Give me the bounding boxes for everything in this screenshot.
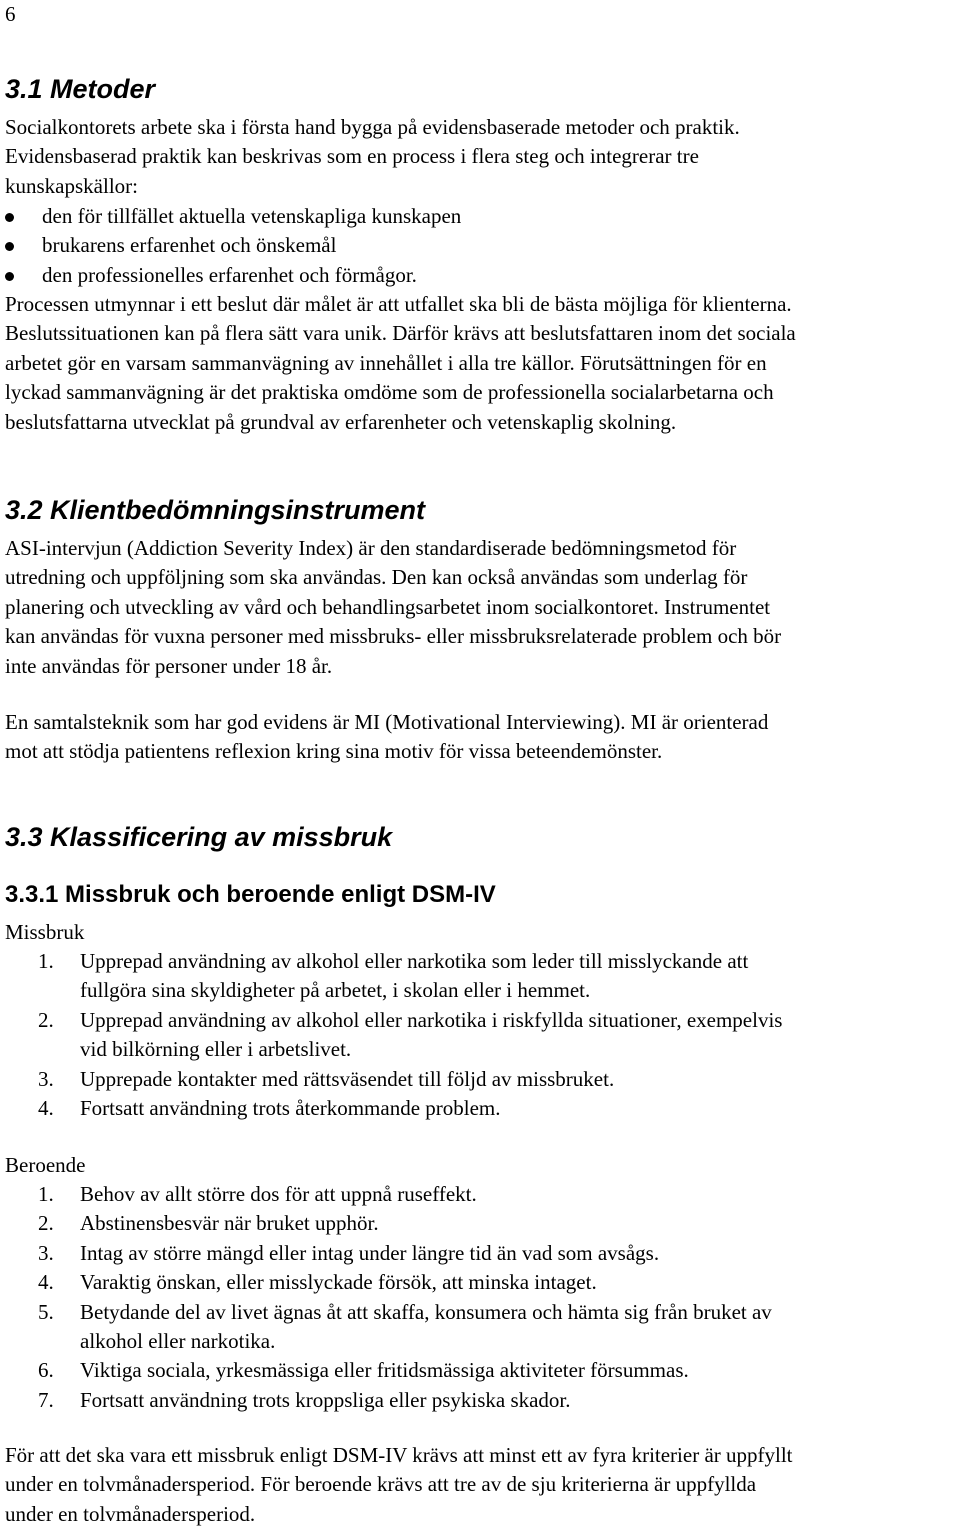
list-item — [5, 1065, 945, 1094]
list-number: 1. — [38, 1182, 54, 1206]
label-beroende: Beroende — [5, 1153, 86, 1177]
list-item-text: Behov av allt större dos för att uppnå ruseffekt. — [80, 1182, 477, 1206]
list-item — [5, 1298, 945, 1357]
bullet-list — [5, 202, 945, 290]
paragraph-mi — [5, 708, 955, 767]
text-line: mot att stödja patientens reflexion kring sina motiv för vissa beteendemönster. — [5, 739, 663, 764]
text-line: planering och utveckling av vård och behandlingsarbetet inom socialkontoret. Instrumentet — [5, 594, 771, 619]
list-item-text: vid bilkörning eller i arbetslivet. — [80, 1037, 352, 1062]
list-item — [5, 261, 945, 290]
list-item — [5, 1094, 945, 1123]
text-line: utredning och uppföljning som ska användas. Den kan också användas som underlag för — [5, 565, 748, 590]
list-item-text: alkohol eller narkotika. — [80, 1329, 276, 1354]
list-item-text: Upprepad användning av alkohol eller narkotika i riskfyllda situationer, exempelvis — [80, 1007, 783, 1032]
list-item — [5, 231, 945, 260]
list-item-text: Fortsatt användning trots kroppsliga eller psykiska skador. — [80, 1387, 571, 1412]
text-line: För att det ska vara ett missbruk enligt DSM-IV krävs att minst ett av fyra kriterier är uppfyllt — [5, 1443, 793, 1467]
paragraph-asi — [5, 534, 955, 681]
list-item-text: Abstinensbesvär när bruket upphör. — [80, 1211, 379, 1236]
bullet-icon — [5, 213, 14, 222]
list-item-text: brukarens erfarenhet och önskemål — [42, 233, 337, 258]
list-item-text: Betydande del av livet ägnas åt att skaffa, konsumera och hämta sig från bruket av — [80, 1299, 772, 1324]
subsection-heading-dsm: 3.3.1 Missbruk och beroende enligt DSM-IV — [5, 881, 496, 908]
list-item-text: Upprepade kontakter med rättsväsendet till följd av missbruket. — [80, 1066, 615, 1091]
text-line: kan användas för vuxna personer med missbruks- eller missbruksrelaterade problem och bör — [5, 624, 782, 649]
missbruk-criteria-list — [5, 947, 945, 1123]
list-number: 1. — [38, 949, 54, 973]
text-line: Evidensbaserad praktik kan beskrivas som en process i flera steg och integrerar tre — [5, 144, 699, 169]
list-number: 7. — [38, 1387, 54, 1412]
list-item — [5, 947, 945, 1006]
text-line: beslutsfattarna utvecklat på grundval av erfarenheter och vetenskaplig skolning. — [5, 409, 677, 434]
list-number: 3. — [38, 1240, 54, 1265]
paragraph-process — [5, 290, 955, 437]
list-item — [5, 1268, 945, 1297]
list-number: 2. — [38, 1007, 54, 1032]
list-number: 6. — [38, 1358, 54, 1383]
list-item-text: Varaktig önskan, eller misslyckade försök, att minska intaget. — [80, 1270, 597, 1295]
list-item-text: Upprepad användning av alkohol eller narkotika som leder till misslyckande att — [80, 949, 749, 973]
list-item-text: den för tillfället aktuella vetenskapliga kunskapen — [42, 204, 462, 228]
text-line: Beslutssituationen kan på flera sätt vara unik. Därför krävs att beslutsfattaren inom det sociala — [5, 321, 796, 346]
section-heading-klientbedomning: 3.2 Klientbedömningsinstrument — [5, 495, 426, 525]
list-item-text: Fortsatt användning trots återkommande problem. — [80, 1096, 501, 1121]
list-item — [5, 202, 945, 231]
list-number: 3. — [38, 1066, 54, 1091]
text-line: ASI-intervjun (Addiction Severity Index) är den standardiserade bedömningsmetod för — [5, 536, 737, 560]
section-heading-klassificering: 3.3 Klassificering av missbruk — [5, 822, 393, 852]
text-line: under en tolvmånadersperiod. För beroende krävs att tre av de sju kriterierna är uppfyllda — [5, 1472, 757, 1497]
list-item — [5, 1356, 945, 1385]
list-number: 5. — [38, 1299, 54, 1324]
text-line: under en tolvmånadersperiod. — [5, 1501, 256, 1526]
text-line: lyckad sammanvägning är det praktiska omdöme som de professionella socialarbetarna och — [5, 380, 774, 405]
paragraph-closing — [5, 1441, 955, 1529]
label-missbruk: Missbruk — [5, 920, 85, 944]
text-line: Socialkontorets arbete ska i första hand bygga på evidensbaserade metoder och praktik. — [5, 115, 740, 139]
list-item — [5, 1006, 945, 1065]
list-item-text: den professionelles erfarenhet och förmågor. — [42, 262, 417, 287]
beroende-criteria-list — [5, 1180, 945, 1415]
list-item — [5, 1180, 945, 1209]
bullet-icon — [5, 272, 14, 281]
section-heading-metoder: 3.1 Metoder — [5, 74, 156, 104]
list-item-text: Viktiga sociala, yrkesmässiga eller fritidsmässiga aktiviteter försummas. — [80, 1358, 689, 1383]
list-item — [5, 1209, 945, 1238]
text-line: arbetet gör en varsam sammanvägning av innehållet i alla tre källor. Förutsättningen för en — [5, 350, 767, 375]
bullet-icon — [5, 242, 14, 251]
list-item-text: fullgöra sina skyldigheter på arbetet, i skolan eller i hemmet. — [80, 978, 591, 1003]
list-item — [5, 1386, 945, 1415]
text-line: Processen utmynnar i ett beslut där målet är att utfallet ska bli de bästa möjliga för klienterna. — [5, 292, 792, 316]
page-number: 6 — [5, 2, 16, 26]
list-number: 4. — [38, 1270, 54, 1295]
list-item — [5, 1239, 945, 1268]
list-item-text: Intag av större mängd eller intag under längre tid än vad som avsågs. — [80, 1240, 660, 1265]
text-line: inte användas för personer under 18 år. — [5, 653, 333, 678]
list-number: 4. — [38, 1096, 54, 1121]
text-line: En samtalsteknik som har god evidens är MI (Motivational Interviewing). MI är orienterad — [5, 710, 769, 734]
text-line: kunskapskällor: — [5, 173, 138, 198]
list-number: 2. — [38, 1211, 54, 1236]
paragraph-intro — [5, 113, 955, 201]
